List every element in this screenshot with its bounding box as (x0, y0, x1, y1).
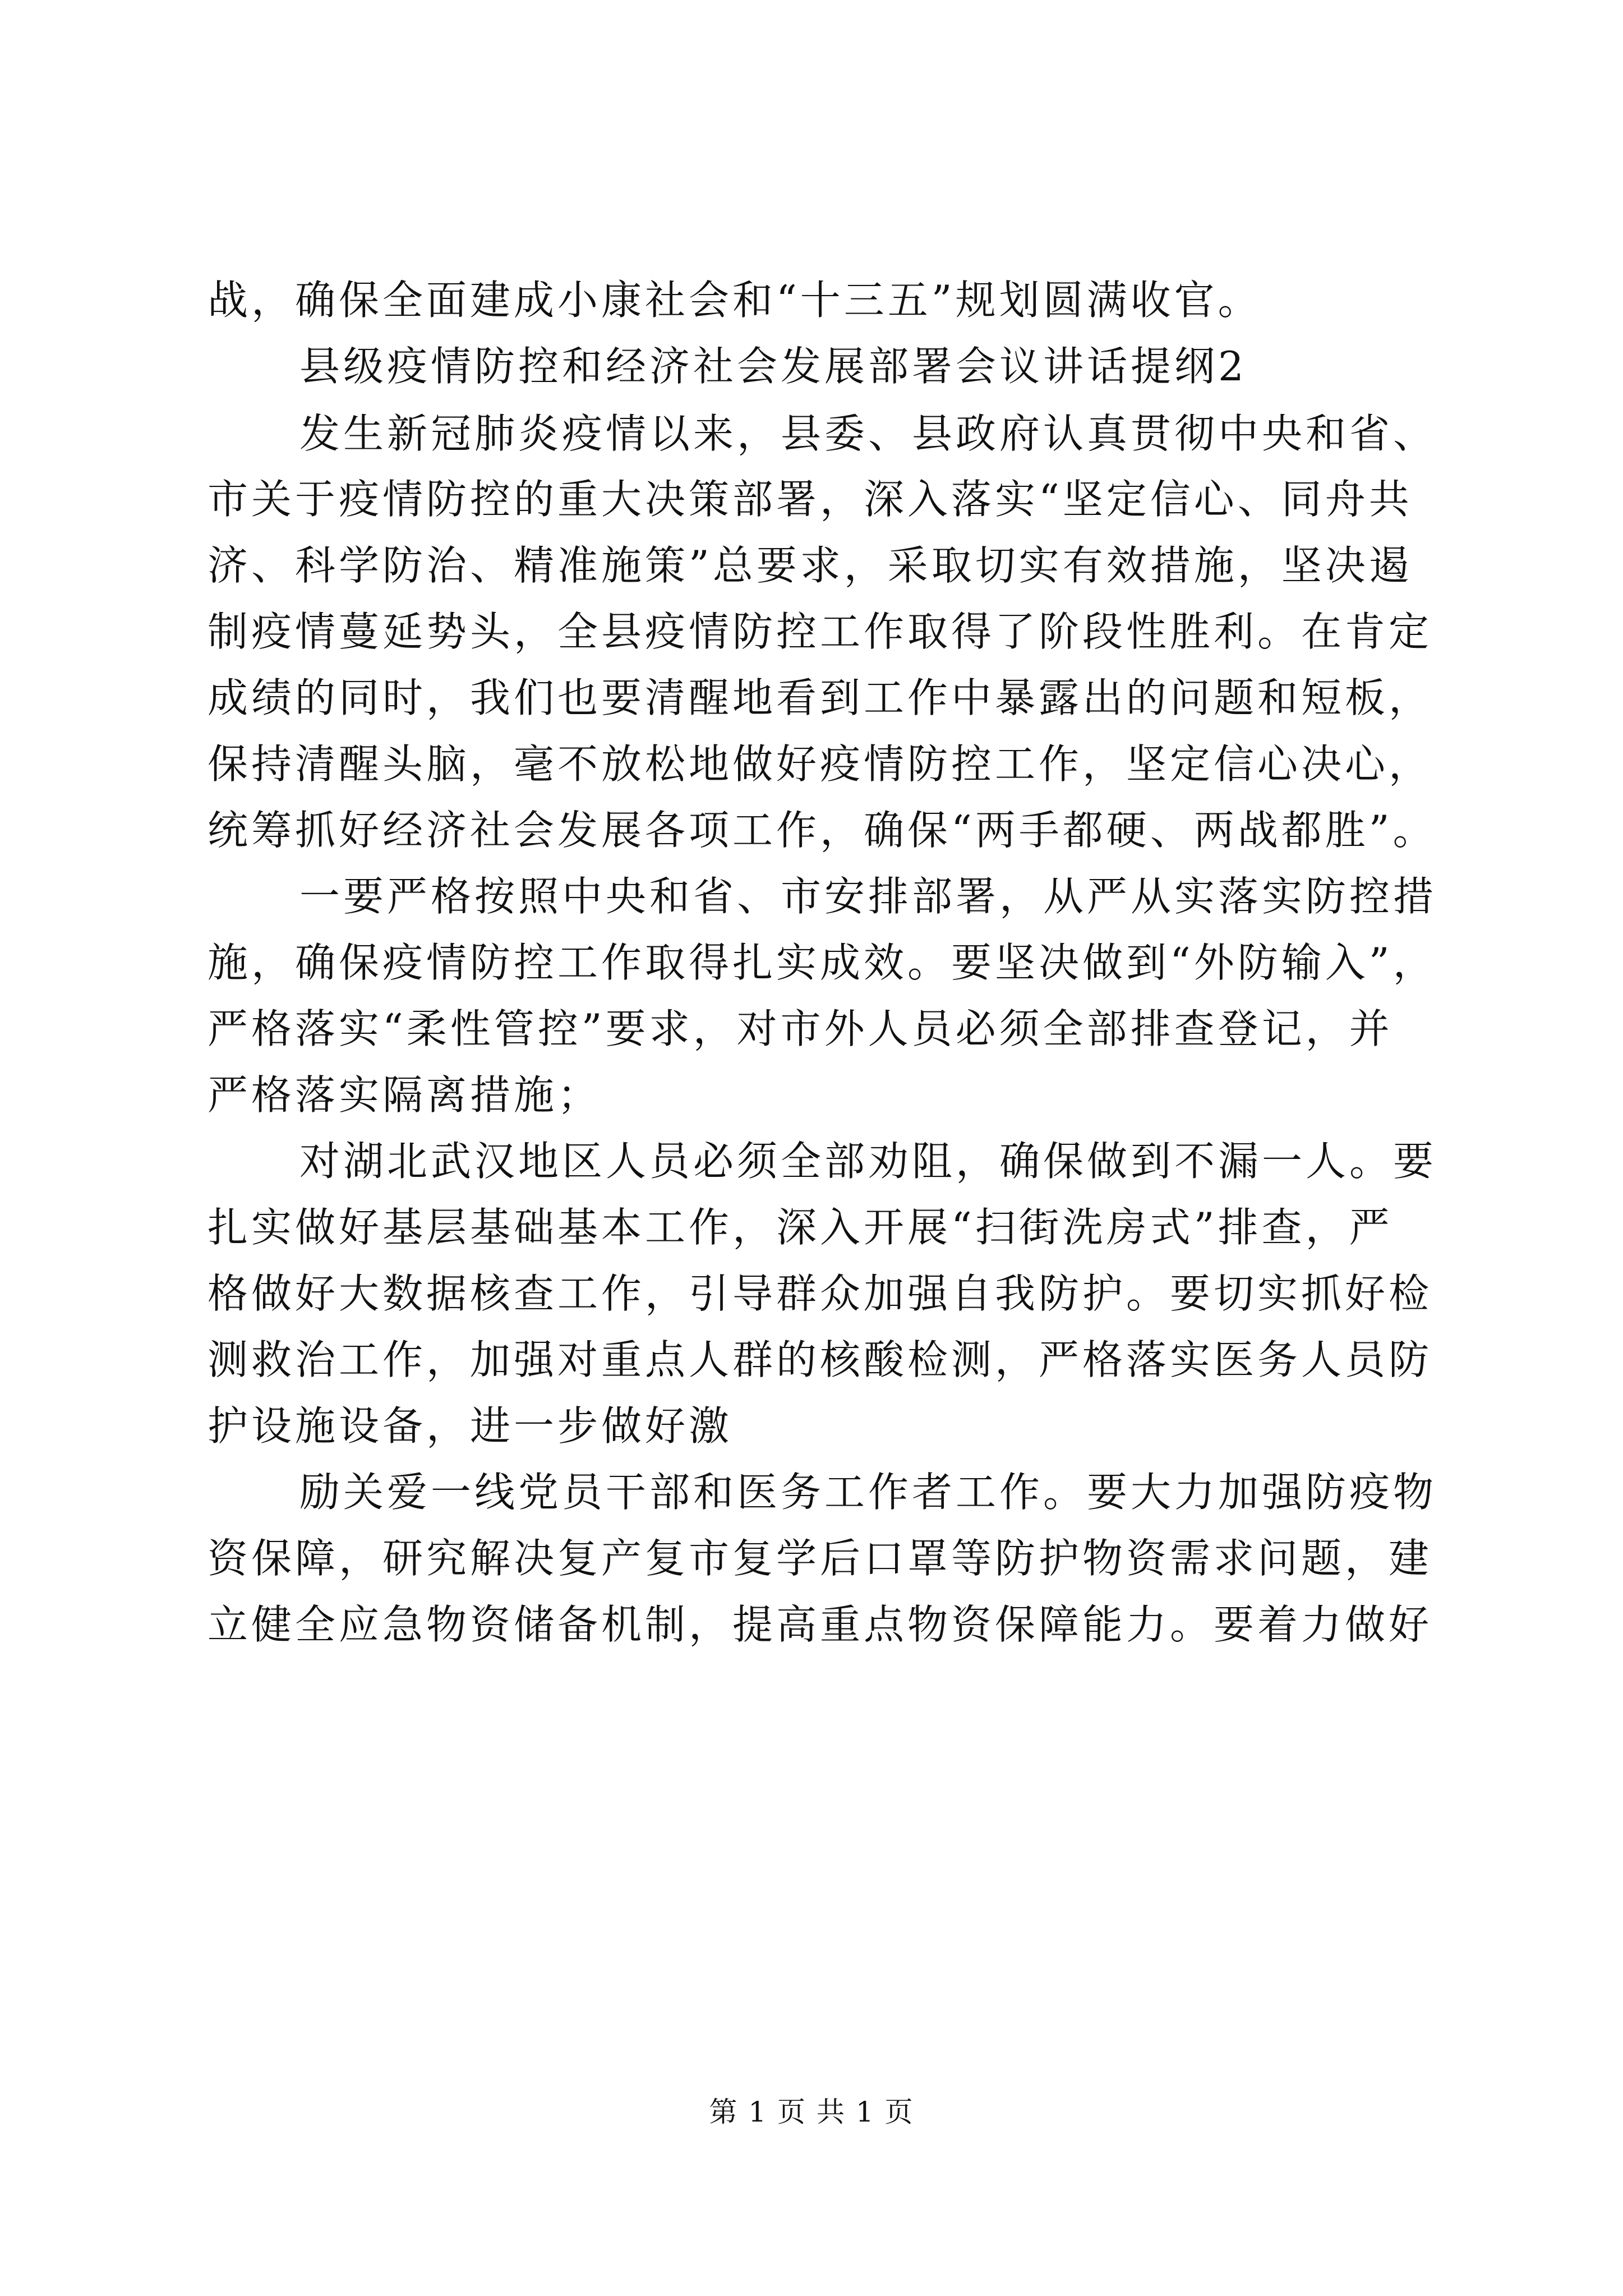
text-line: 统筹抓好经济社会发展各项工作，确保“两手都硬、两战都胜”。 (208, 807, 1437, 854)
text-line: 成绩的同时，我们也要清醒地看到工作中暴露出的问题和短板， (208, 674, 1433, 721)
text-line: 扎实做好基层基础基本工作，深入开展“扫街洗房式”排查，严 (208, 1204, 1393, 1251)
text-line: 格做好大数据核查工作，引导群众加强自我防护。要切实抓好检 (208, 1270, 1433, 1317)
text-line: 制疫情蔓延势头，全县疫情防控工作取得了阶段性胜利。在肯定 (208, 608, 1433, 655)
text-line: 对湖北武汉地区人员必须全部劝阻，确保做到不漏一人。要 (299, 1138, 1437, 1185)
text-line: 保持清醒头脑，毫不放松地做好疫情防控工作，坚定信心决心， (208, 740, 1433, 788)
text-line: 市关于疫情防控的重大决策部署，深入落实“坚定信心、同舟共 (208, 476, 1413, 523)
text-line: 战，确保全面建成小康社会和“十三五”规划圆满收官。 (208, 277, 1262, 324)
text-line: 施，确保疫情防控工作取得扎实成效。要坚决做到“外防输入”， (208, 939, 1437, 986)
page-number-footer: 第 1 页 共 1 页 (709, 2096, 914, 2128)
text-line: 济、科学防治、精准施策”总要求，采取切实有效措施，坚决遏 (208, 542, 1413, 589)
text-line: 资保障，研究解决复产复市复学后口罩等防护物资需求问题，建 (208, 1535, 1433, 1582)
text-line: 励关爱一线党员干部和医务工作者工作。要大力加强防疫物 (299, 1469, 1437, 1516)
text-line: 一要严格按照中央和省、市安排部署，从严从实落实防控措 (299, 873, 1437, 920)
text-line: 严格落实隔离措施； (208, 1071, 602, 1119)
section-heading: 县级疫情防控和经济社会发展部署会议讲话提纲2 (299, 343, 1247, 390)
text-line: 立健全应急物资储备机制，提高重点物资保障能力。要着力做好 (208, 1601, 1433, 1648)
text-line: 护设施设备，进一步做好激 (208, 1402, 733, 1450)
text-line: 严格落实“柔性管控”要求，对市外人员必须全部排查登记，并 (208, 1005, 1393, 1052)
text-line: 测救治工作，加强对重点人群的核酸检测，严格落实医务人员防 (208, 1336, 1433, 1383)
text-line: 发生新冠肺炎疫情以来，县委、县政府认真贯彻中央和省、 (299, 410, 1437, 457)
